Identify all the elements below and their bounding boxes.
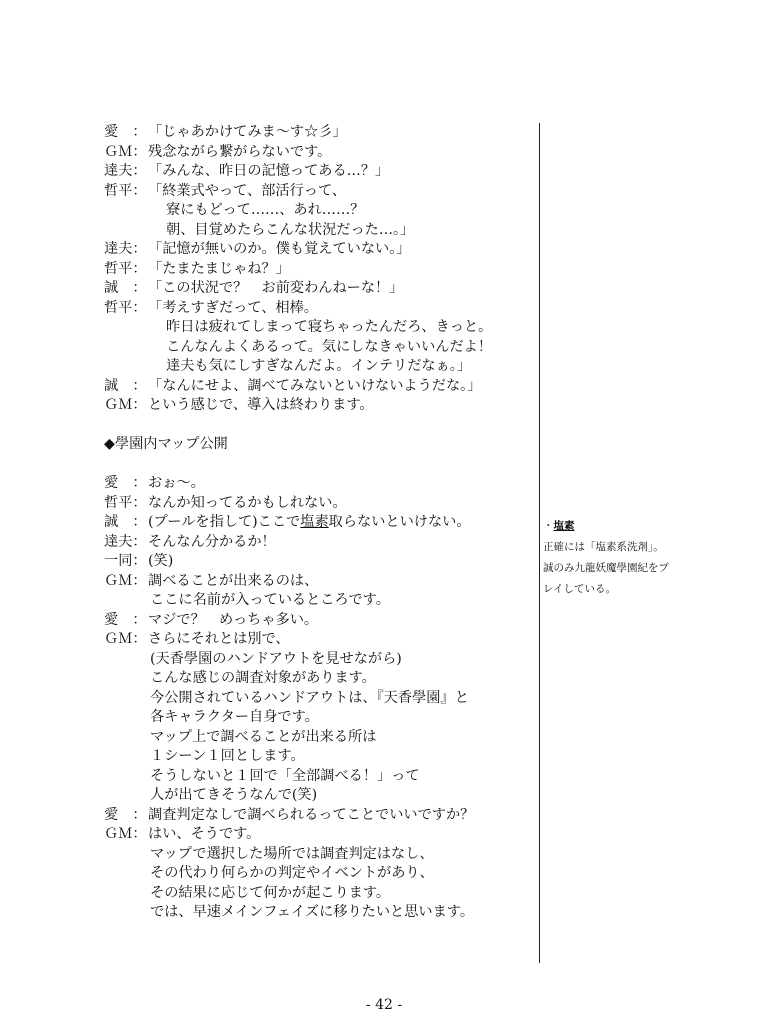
dialog-line [104,240,530,260]
side-note-heading [543,516,763,537]
utterance: マジで？ めっちゃ多い。 [148,611,319,628]
dialog-line [104,377,530,397]
utterance: ここに名前が入っているところです。 [150,592,390,608]
utterance: 「記憶が無いのか。僕も覚えていない。」 [148,241,411,257]
speaker: ＧＭ： [104,631,147,647]
side-note-line: レイしている。 [543,583,616,595]
dialog-continuation [104,357,530,377]
utterance: 人が出てきそうなんで(笑) [150,787,318,803]
dialog-continuation [104,767,530,787]
dialog-line [104,552,530,572]
dialog-continuation [104,221,530,241]
side-note-bullet: ・ [543,520,554,532]
speaker: 達夫： [104,241,147,257]
utterance: 各キャラクター自身です。 [150,709,319,725]
dialog-line [104,474,530,494]
utterance: １シーン１回とします。 [150,748,305,764]
speaker: 達夫： [104,533,147,550]
speaker: 愛 ： [104,806,147,823]
dialog-continuation [104,786,530,806]
side-note-title: 塩素 [553,520,575,532]
speaker: ＧＭ： [104,143,147,160]
utterance: 今公開されているハンドアウトは、『天香學園』と [150,689,469,706]
dialog-line [104,143,530,163]
column-divider [539,123,540,963]
dialog-line [104,123,530,143]
speaker: ＧＭ： [104,826,147,842]
utterance: はい、そうです。 [148,826,261,842]
dialog-line [104,299,530,319]
dialog-line [104,396,530,416]
utterance: では、早速メインフェイズに移りたいと思います。 [150,904,475,920]
speaker: 誠 ： [104,377,147,394]
dialog-continuation [104,318,530,338]
dialog-continuation [104,650,530,670]
speaker: 哲平： [104,494,147,511]
speaker: 誠 ： [104,280,147,296]
dialog-continuation [104,728,530,748]
utterance: 残念ながら繋がらないです。 [148,143,332,160]
dialog-continuation [104,747,530,767]
dialog-continuation [104,708,530,728]
page-number: - 42 - [365,997,403,1013]
dialog-continuation [104,903,530,923]
speaker: 哲平： [104,182,147,199]
script-body [104,123,530,923]
utterance-post: 取らないといけない。 [328,514,471,530]
speaker: 哲平： [104,299,147,316]
utterance: 「考えすぎだって、相棒。 [148,299,318,316]
utterance: 「たまたまじゃね？」 [148,260,290,277]
utterance: そうしないと１回で「全部調べる！」って [150,767,420,784]
utterance: 「みんな、昨日の記憶ってある…？」 [148,163,390,179]
speaker: 愛 ： [104,611,147,628]
utterance: (笑) [148,553,174,569]
speaker: 一同： [104,553,147,569]
utterance: 「終業式やって、部活行って、 [148,182,347,199]
dialog-line [104,630,530,650]
utterance: おぉ～。 [148,475,205,491]
dialog-line [104,182,530,202]
dialog-continuation [104,201,530,221]
utterance: 昨日は疲れてしまって寝ちゃったんだろ、きっと。 [166,319,493,335]
utterance: 調査判定なしで調べられるってことでいいですか？ [148,806,475,823]
dialog-continuation [104,338,530,358]
dialog-line [104,279,530,299]
speaker: 達夫： [104,163,147,179]
side-note-line: 誠のみ九龍妖魔學園紀をプ [543,562,669,574]
annotated-term: 塩素 [300,514,329,530]
utterance: 達夫も気にしすぎなんだよ。インテリだなぁ。」 [166,358,472,374]
dialog-continuation [104,884,530,904]
utterance: という感じで、導入は終わります。 [148,397,374,413]
dialog-line [104,513,530,533]
dialog-line [104,611,530,631]
utterance: その代わり何らかの判定やイベントがあり、 [150,865,434,881]
dialog-line [104,494,530,514]
dialog-line [104,572,530,592]
dialog-continuation [104,689,530,709]
spacer [104,455,530,475]
utterance [148,513,471,533]
dialog-continuation [104,591,530,611]
section-heading: ◆學園内マップ公開 [104,436,228,452]
speaker: 愛 ： [104,475,147,491]
utterance: 調べることが出来るのは、 [148,572,319,589]
dialog-line [104,533,530,553]
utterance: その結果に応じて何かが起こります。 [150,884,391,901]
utterance-pre: (プールを指して)ここで [148,514,301,530]
speaker: ＧＭ： [104,397,147,413]
side-note-line: 正確には「塩素系洗剤」。 [543,541,664,553]
utterance: (天香學園のハンドアウトを見せながら) [150,650,402,667]
dialog-continuation [104,669,530,689]
speaker: 誠 ： [104,514,147,530]
utterance: マップ上で調べることが出来る所は [150,728,377,745]
dialog-line [104,825,530,845]
utterance: こんな感じの調査対象があります。 [150,670,376,686]
utterance: こんなんよくあるって。気にしなきゃいいんだよ！ [166,338,493,355]
utterance: 「この状況で？ お前変わんねーな！」 [148,280,404,296]
spacer [104,416,530,436]
speaker: 哲平： [104,260,147,277]
dialog-line [104,162,530,182]
utterance: 「なんにせよ、調べてみないといけないようだな。」 [148,377,482,394]
utterance: 「じゃあかけてみま～す☆彡」 [148,124,347,140]
utterance: そんなん分かるか！ [148,533,276,550]
utterance: なんか知ってるかもしれない。 [148,494,347,511]
dialog-line [104,806,530,826]
speaker: ＧＭ： [104,572,147,589]
speaker: 愛 ： [104,124,147,140]
utterance: 朝、目覚めたらこんな状況だった…。」 [166,221,415,238]
side-note [543,516,763,600]
utterance: さらにそれとは別で、 [148,631,290,647]
dialog-continuation [104,864,530,884]
utterance: マップで選択した場所では調査判定はなし、 [150,845,434,862]
dialog-continuation [104,845,530,865]
utterance: 寮にもどって……、あれ……？ [166,202,365,218]
dialog-line [104,260,530,280]
